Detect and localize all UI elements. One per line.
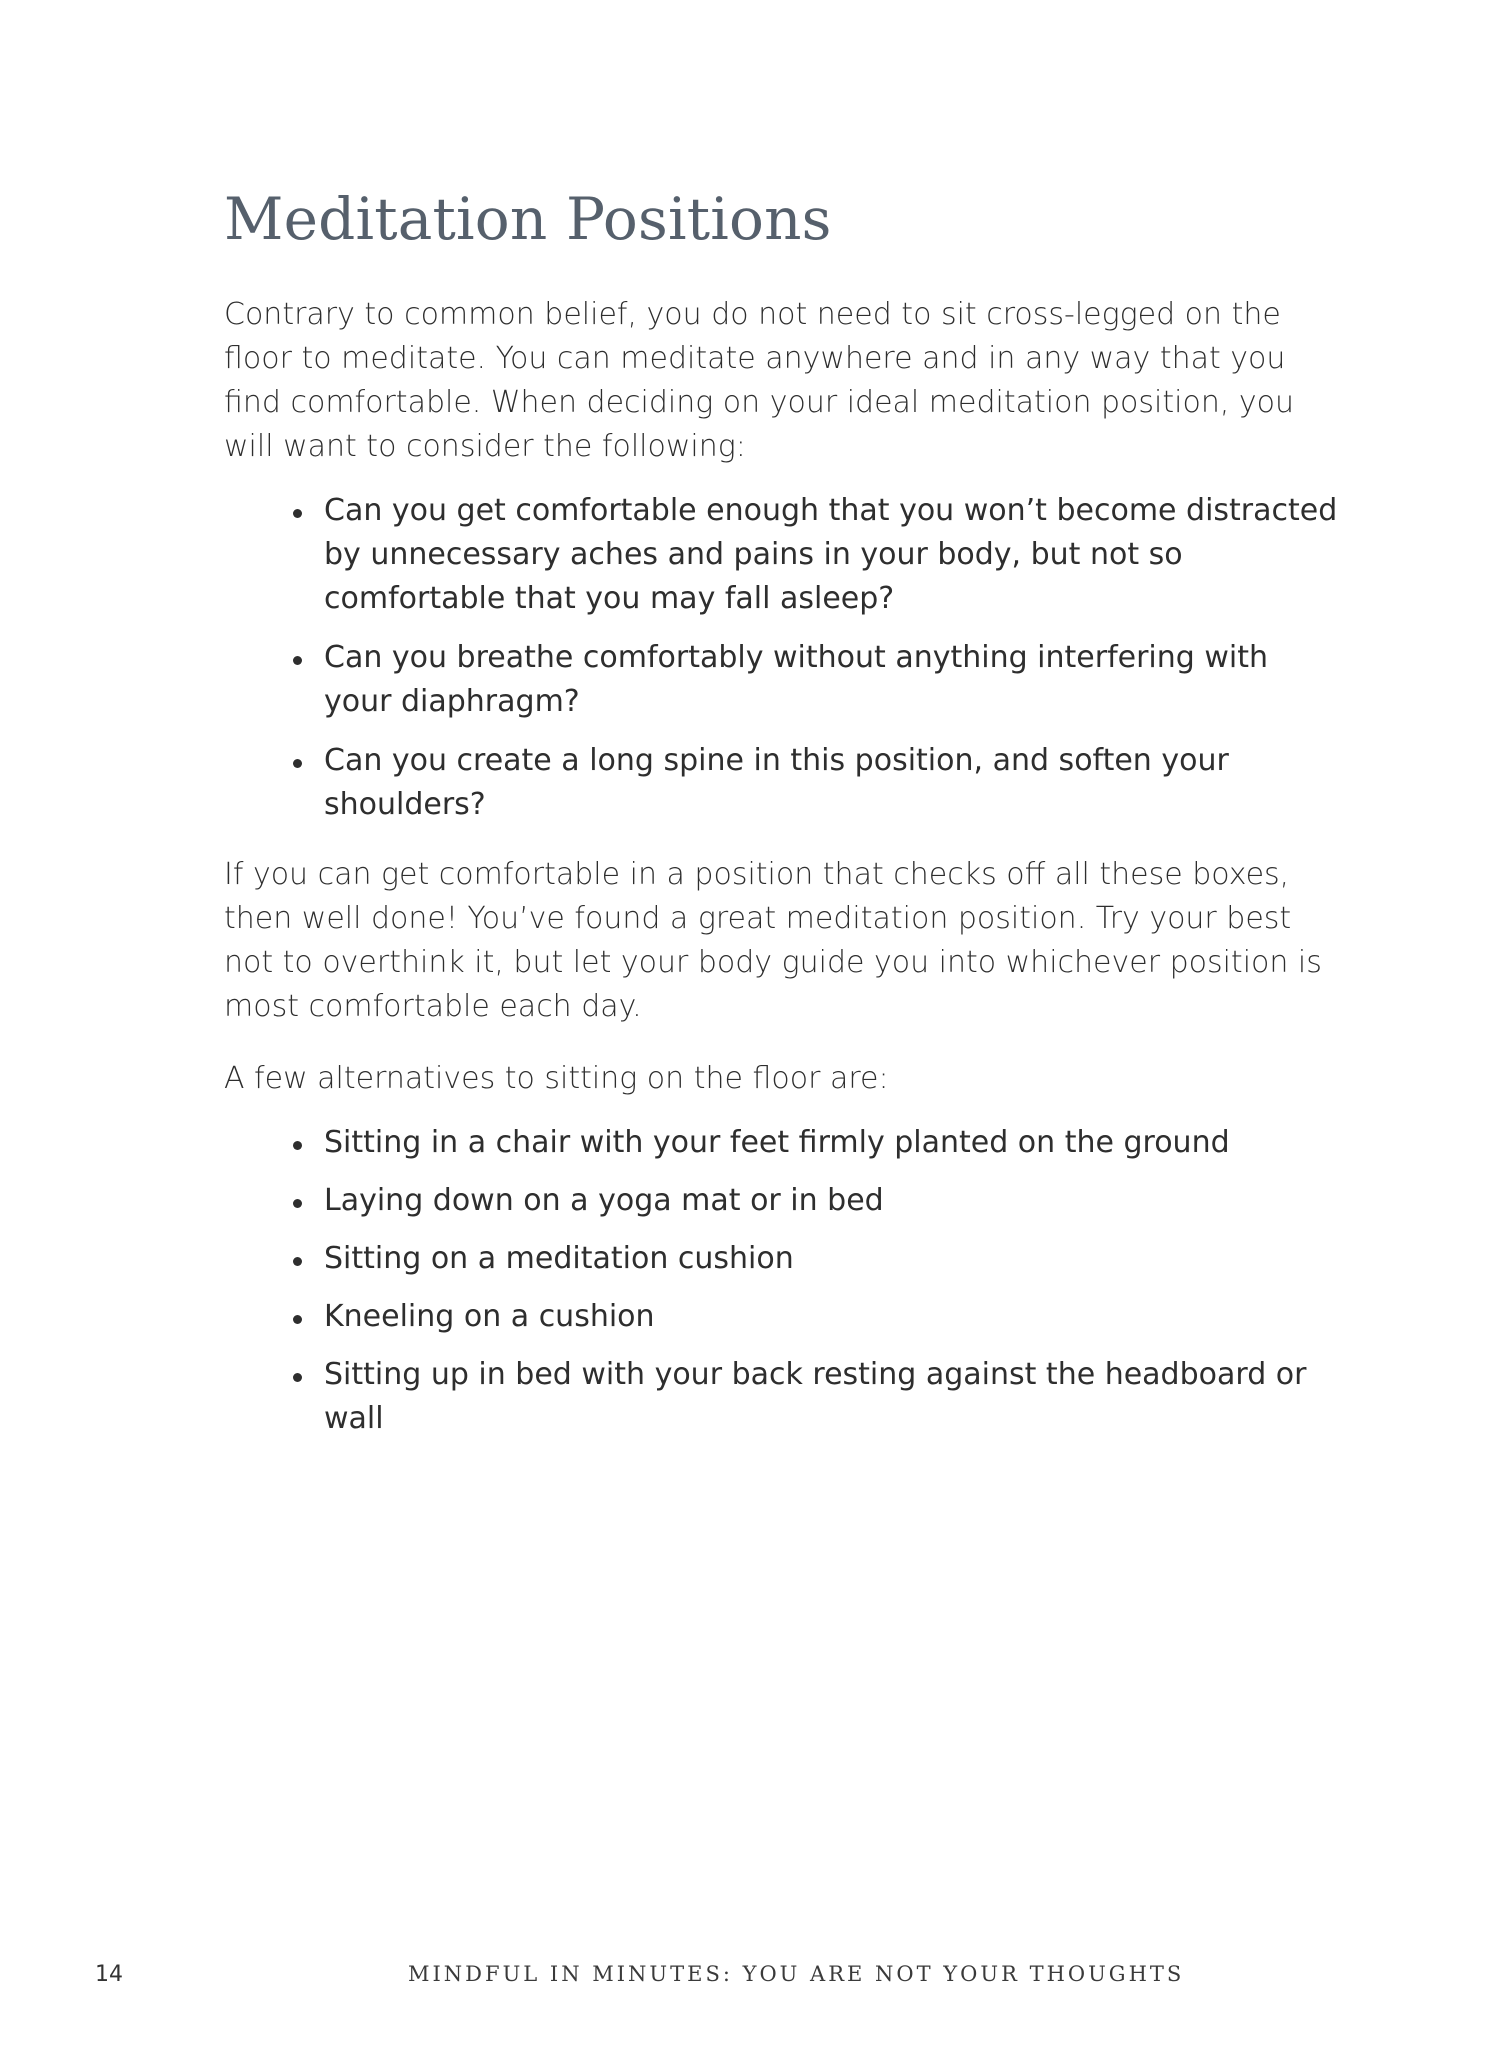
list-item-text: Kneeling on a cushion bbox=[324, 1298, 655, 1334]
page-number: 14 bbox=[95, 1962, 123, 1987]
list-item bbox=[324, 636, 1344, 724]
alternatives-list bbox=[224, 1121, 1344, 1441]
list-item bbox=[324, 739, 1344, 827]
middle-paragraph: If you can get comfortable in a position that checks off all these boxes, then well done! You’ve found a great meditation position. Try your best not to overthink it, but let your body guide you into whichever position is most comfortable each day. bbox=[224, 856, 1322, 1024]
list-item bbox=[324, 1179, 1344, 1223]
alternatives-intro: A few alternatives to sitting on the floor are: bbox=[224, 1060, 889, 1096]
bullet-icon bbox=[293, 1257, 302, 1266]
list-item bbox=[324, 1237, 1344, 1281]
page-title: Meditation Positions bbox=[224, 185, 832, 253]
list-item-text: Can you breathe comfortably without anything interfering with your diaphragm? bbox=[324, 639, 1269, 719]
bullet-icon bbox=[293, 1199, 302, 1208]
list-item-text: Sitting in a chair with your feet firmly planted on the ground bbox=[324, 1124, 1230, 1160]
list-item bbox=[324, 1121, 1344, 1165]
considerations-list bbox=[224, 489, 1344, 827]
list-item bbox=[324, 1353, 1344, 1441]
bullet-icon bbox=[293, 656, 302, 665]
running-title: MINDFUL IN MINUTES: YOU ARE NOT YOUR THOUGHTS bbox=[408, 1962, 1185, 1986]
list-item-text: Can you get comfortable enough that you won’t become distracted by unnecessary aches and pains in your body, but not so comfortable that you may fall asleep? bbox=[324, 492, 1338, 616]
list-item bbox=[324, 489, 1344, 621]
list-item-text: Laying down on a yoga mat or in bed bbox=[324, 1182, 884, 1218]
intro-paragraph: Contrary to common belief, you do not need to sit cross-legged on the floor to meditate. You can meditate anywhere and in any way that you find comfortable. When deciding on your ideal meditation position, you will want to consider the following: bbox=[224, 296, 1295, 464]
list-item-text: Sitting on a meditation cushion bbox=[324, 1240, 794, 1276]
list-item-text: Sitting up in bed with your back resting against the headboard or wall bbox=[324, 1356, 1307, 1436]
bullet-icon bbox=[293, 1373, 302, 1382]
list-item-text: Can you create a long spine in this position, and soften your shoulders? bbox=[324, 742, 1229, 822]
page-content bbox=[224, 186, 1344, 1467]
bullet-icon bbox=[293, 509, 302, 518]
bullet-icon bbox=[293, 1141, 302, 1150]
list-item bbox=[324, 1295, 1344, 1339]
bullet-icon bbox=[293, 759, 302, 768]
bullet-icon bbox=[293, 1315, 302, 1324]
